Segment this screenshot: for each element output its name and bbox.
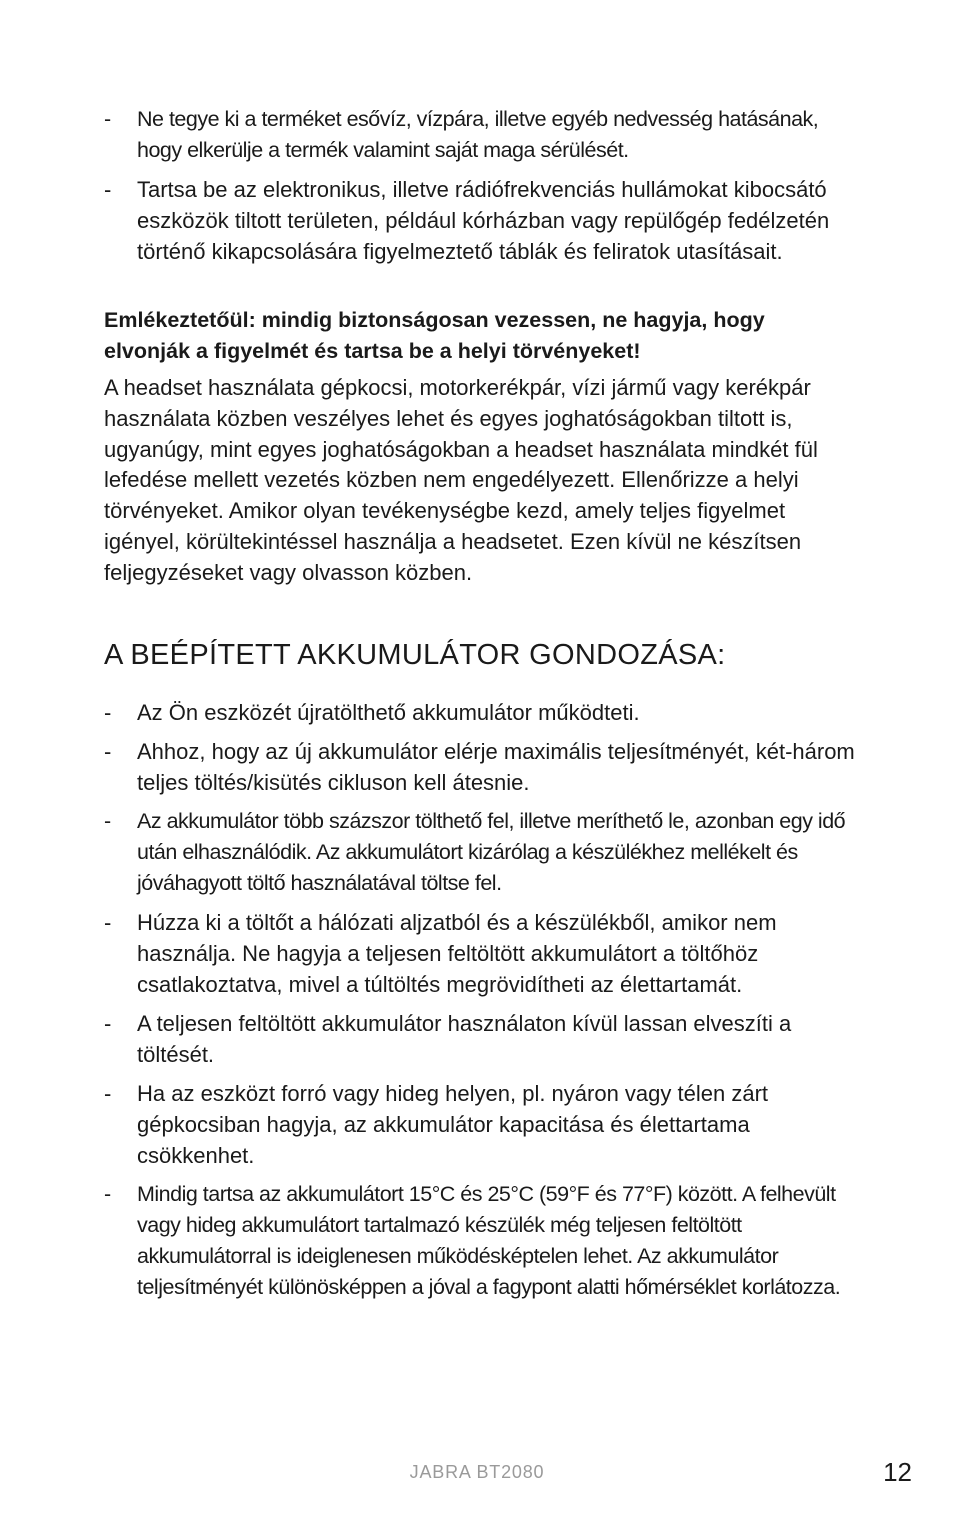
list-item: - Mindig tartsa az akkumulátort 15°C és 25°C (59°F és 77°F) között. A felhevült vagy hideg akkumulátort tartalmazó készülék még teljesen feltöltött akkumulátorral is ideiglenesen működésképtelen lehet. Az akkumulátor teljesítményét különösképpen a jóval a fagypont alatti hőmérséklet korlátozza. [104, 1179, 856, 1303]
page-content [104, 104, 856, 1311]
footer-brand: JABRA BT2080 [409, 1462, 545, 1482]
list-item: - Az akkumulátor több százszor tölthető fel, illetve meríthető le, azonban egy idő után elhasználódik. Az akkumulátort kizárólag a készülékhez mellékelt és jóváhagyott töltő használatával töltse fel. [104, 806, 856, 899]
battery-list [104, 697, 856, 1303]
list-item: - A teljesen feltöltött akkumulátor használaton kívül lassan elveszíti a töltését. [104, 1008, 856, 1070]
section-title: A BEÉPÍTETT AKKUMULÁTOR GONDOZÁSA: [104, 638, 726, 671]
warning-heading: Emlékeztetőül: mindig biztonságosan vezessen, ne hagyja, hogy elvonják a figyelmét és tartsa be a helyi törvényeket! [104, 308, 765, 363]
list-item: - Az Ön eszközét újratölthető akkumulátor működteti. [104, 697, 856, 728]
list-item: - Ne tegye ki a terméket esővíz, vízpára, illetve egyéb nedvesség hatásának, hogy elkerülje a termék valamint saját maga sérülését. [104, 104, 856, 166]
page-number: 12 [883, 1457, 912, 1487]
list-item: - Ha az eszközt forró vagy hideg helyen, pl. nyáron vagy télen zárt gépkocsiban hagyja, az akkumulátor kapacitása és élettartama csökkenhet. [104, 1078, 856, 1171]
list-item: - Tartsa be az elektronikus, illetve rádiófrekvenciás hullámokat kibocsátó eszközök tiltott területen, például kórházban vagy repülőgép fedélzetén történő kikapcsolására figyelmeztető táblák és feliratok utasításait. [104, 174, 856, 267]
warning-body: A headset használata gépkocsi, motorkerékpár, vízi jármű vagy kerékpár használata közben veszélyes lehet és egyes joghatóságokban tiltott is, ugyanúgy, mint egyes joghatóságokban a headset használata mindkét fül lefedése mellett vezetés közben nem engedélyezett. Ellenőrizze a helyi törvényeket. Amikor olyan tevékenységbe kezd, amely teljes figyelmet igényel, körültekintéssel használja a headsetet. Ezen kívül ne készítsen feljegyzéseket vagy olvasson közben. [104, 375, 818, 585]
list-item: - Húzza ki a töltőt a hálózati aljzatból és a készülékből, amikor nem használja. Ne hagyja a teljesen feltöltött akkumulátort a töltőhöz csatlakoztatva, mivel a túltöltés megrövidítheti az élettartamát. [104, 907, 856, 1000]
safety-list [104, 104, 856, 267]
list-item: - Ahhoz, hogy az új akkumulátor elérje maximális teljesítményét, két-három teljes töltés/kisütés cikluson kell átesnie. [104, 736, 856, 798]
